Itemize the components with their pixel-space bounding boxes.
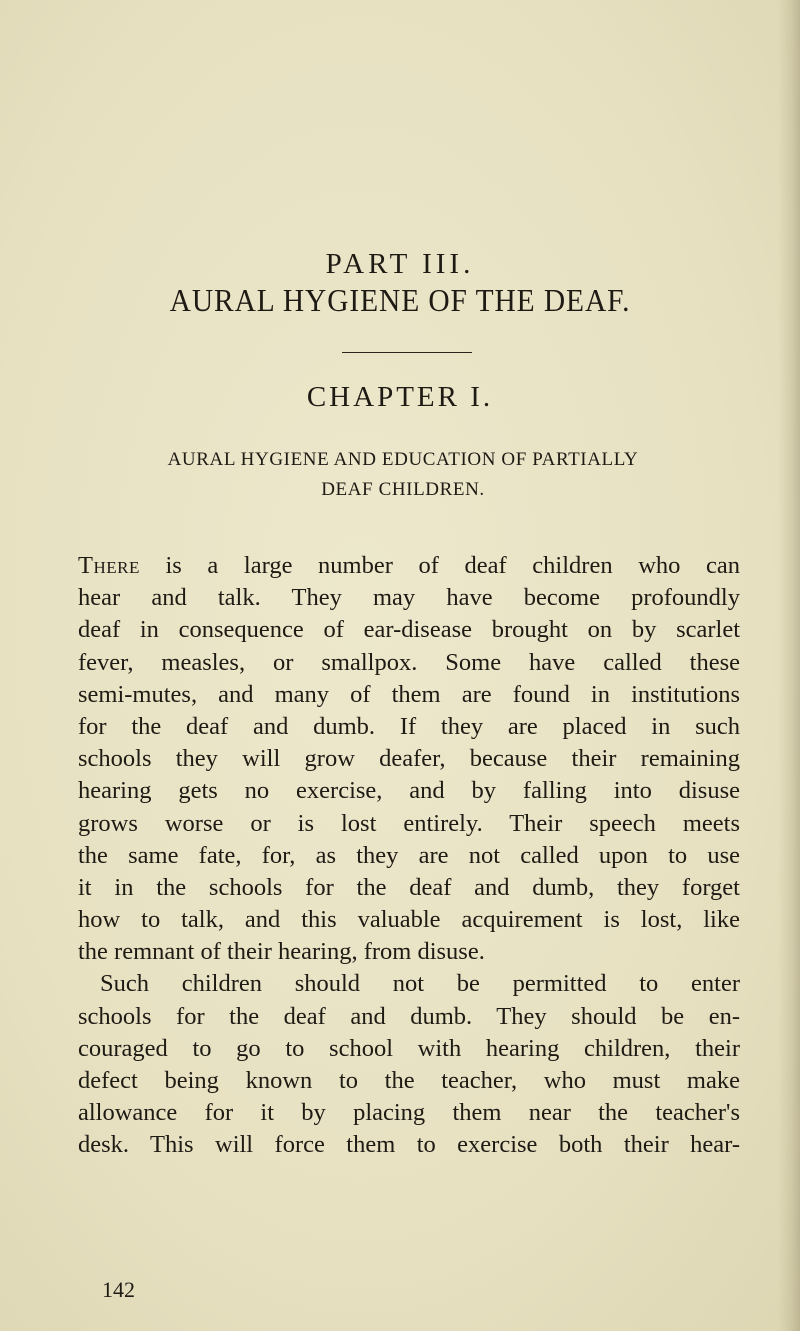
text-line: hear and talk. They may have become profoundly <box>78 584 740 612</box>
page-edge-shadow <box>778 0 800 1331</box>
part-title: AURAL HYGIENE OF THE DEAF. <box>169 282 631 318</box>
text-line: the remnant of their hearing, from disuse. <box>78 938 485 966</box>
text-line: schools for the deaf and dumb. They should be en- <box>78 1002 740 1030</box>
text-line: hearing gets no exercise, and by falling into disuse <box>78 777 740 805</box>
divider-rule <box>342 352 472 353</box>
text-line: it in the schools for the deaf and dumb, they forget <box>78 873 740 901</box>
chapter-title-line: DEAF CHILDREN. <box>321 479 485 500</box>
text-line: for the deaf and dumb. If they are placed in such <box>78 712 740 740</box>
chapter-heading: CHAPTER I. <box>306 381 494 413</box>
text-line: grows worse or is lost entirely. Their speech meets <box>78 809 740 837</box>
body-text <box>78 550 740 1162</box>
text-line: semi-mutes, and many of them are found in institutions <box>78 680 740 708</box>
chapter-title-line: AURAL HYGIENE AND EDUCATION OF PARTIALLY <box>167 449 639 470</box>
chapter-title <box>78 445 728 505</box>
text-line: the same fate, for, as they are not called upon to use <box>78 841 740 869</box>
text-line: fever, measles, or smallpox. Some have called these <box>78 648 740 676</box>
text-line: deaf in consequence of ear-disease brought on by scarlet <box>78 616 740 644</box>
text-line: schools they will grow deafer, because their remaining <box>78 745 740 773</box>
text-line: allowance for it by placing them near the teacher's <box>78 1099 740 1127</box>
part-heading: PART III. <box>325 248 475 280</box>
text-line: how to talk, and this valuable acquirement is lost, like <box>78 906 740 934</box>
text-line: There is a large number of deaf children who can <box>78 552 740 579</box>
text-line: Such children should not be permitted to enter <box>100 970 740 998</box>
opening-word: There <box>78 552 140 579</box>
text-line: couraged to go to school with hearing children, their <box>78 1034 740 1062</box>
text-line: desk. This will force them to exercise both their hear- <box>78 1131 740 1159</box>
page-number: 142 <box>102 1277 135 1302</box>
text-line: defect being known to the teacher, who must make <box>78 1067 740 1094</box>
